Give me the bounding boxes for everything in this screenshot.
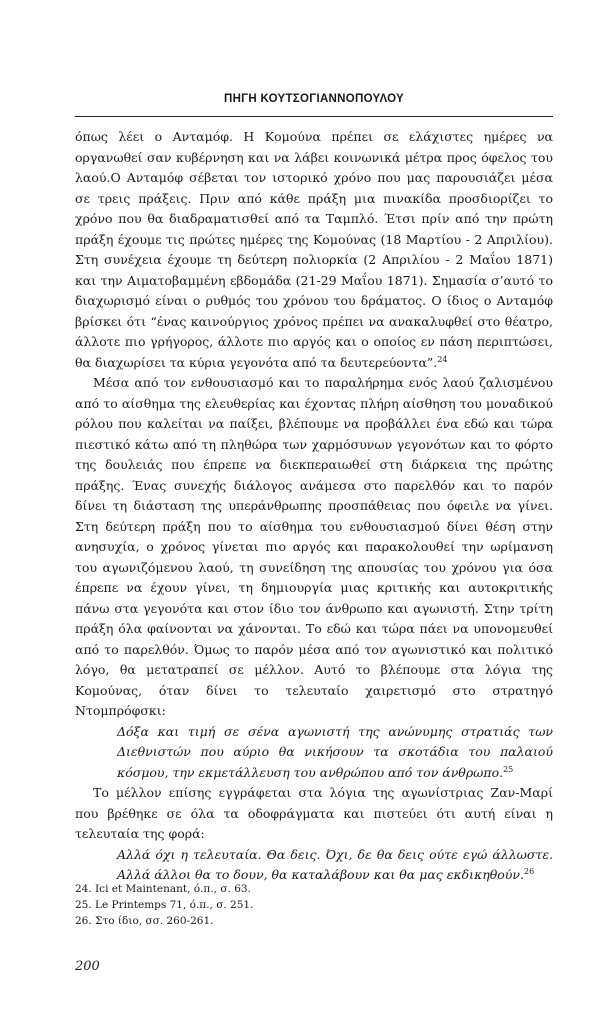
main-text [75, 127, 553, 886]
footnote: 24. Ici et Maintenant, ό.π., σ. 63. [75, 883, 251, 895]
footnote-ref: 24 [437, 354, 448, 364]
header-rule [75, 116, 553, 117]
quote-text: Αλλά όχι η τελευταία. Θα δεις. Όχι, δε θα δεις ούτε εγώ άλλωστε. Αλλά άλλοι θα το δουν, θα καταλάβουν και θα μας εκδικηθούν. [117, 846, 553, 882]
quote-text: Δόξα και τιμή σε σένα αγωνιστή της ανώνυμης στρατιάς των Διεθνιστών που αύριο θα νικήσουν τα σκοτάδια του παλαιού κόσμου, την εκμετάλλευση του ανθρώπου από τον άνθρωπο. [117, 723, 553, 780]
paragraph-text: όπως λέει ο Ανταμόφ. Η Κομούνα πρέπει σε ελάχιστες ημέρες να οργανωθεί σαν κυβέρνηση και να λάβει κοινωνικά μέτρα προς όφελος του λαού.Ο Ανταμόφ σέβεται τον ιστορικό χρόνο που μας παρουσιάζει μέσα σε τρεις πράξεις. Πριν από κάθε πράξη μια πινακίδα προσδιορίζει το χρόνο που θα διαδραματισθεί από τα Ταμπλό. Έτσι πρίν από την πρώτη πράξη έχουμε τις πρώτες ημέρες της Κομούνας (18 Μαρτίου - 2 Απριλίου). Στη συνέχεια έχουμε τη δεύτερη πολιορκία (2 Απριλίου - 2 Μαΐου 1871) και την Αιματοβαμμένη εβδομάδα (21-29 Μαΐου 1871). Σημασία σ’αυτό το διαχωρισμό είναι ο ρυθμός του χρόνου του δράματος. Ο ίδιος ο Ανταμόφ βρίσκει ότι “ένας καινούργιος χρόνος πρέπει να ανακαλυφθεί στο θέατρο, άλλοτε πιο γρήγορος, άλλοτε πιο αργός και ο οποίος εν πάση περιπτώσει, θα διαχωρίσει τα κύρια γεγονότα από τα δευτερεύοντα”. [75, 129, 553, 370]
footnote: 26. Στο ίδιο, σσ. 260-261. [75, 915, 214, 927]
footnotes [75, 881, 553, 929]
block-quote [75, 845, 553, 886]
running-header: ΠΗΓΗ ΚΟΥΤΣΟΓΙΑΝΝΟΠΟΥΛΟΥ [223, 93, 405, 105]
footnote: 25. Le Printemps 71, ό.π., σ. 251. [75, 899, 254, 911]
footnote-ref: 25 [503, 764, 514, 774]
block-quote [75, 722, 553, 784]
footnote-ref: 26 [523, 866, 535, 876]
page-number: 200 [75, 959, 100, 974]
paragraph [75, 127, 553, 373]
paragraph: Μέσα από τον ενθουσιασμό και το παραλήρημα ενός λαού ζαλισμένου από το αίσθημα της ελευθερίας και έχοντας πλήρη αίσθηση του μοναδικού ρόλου που καλείται να παίξει, βλέπουμε να προβάλλει ένα εδώ και τώρα πιεστικό κάτω από τη πληθώρα των χαρμόσυνων γεγονότων και το φόρτο της δουλειάς που έπρεπε να διεκπεραιωθεί στη διάρκεια της πρώτης πράξης. Ένας συνεχής διάλογος ανάμεσα στο παρελθόν και το παρόν δίνει τη διάσταση της υπεράνθρωπης προσπάθειας που όφειλε να γίνει. Στη δεύτερη πράξη που το αίσθημα του ενθουσιασμού δίνει θέση στην ανησυχία, ο χρόνος γίνεται πιο αργός και παρακολουθεί την ωρίμανση του αγωνιζόμενου λαού, τη συνείδηση της απουσίας του χρόνου για όσα έπρεπε να έχουν γίνει, τη δημιουργία μιας κριτικής και αυτοκριτικής πάνω στα γεγονότα και στον ίδιο τον άνθρωπο και αγωνιστή. Στην τρίτη πράξη όλα φαίνονται να χάνονται. Το εδώ και τώρα πάει να υπονομευθεί από το παρελθόν. Όμως το παρόν μέσα από τον αγωνιστικό και πολιτικό λόγο, θα μετατραπεί σε μέλλον. Αυτό το βλέπουμε στα λόγια της Κομούνας, όταν δίνει το τελευταίο χαιρετισμό στο στρατηγό Ντομπρόφσκι: [75, 375, 553, 718]
paragraph: Το μέλλον επίσης εγγράφεται στα λόγια της αγωνίστριας Ζαν-Μαρί που βρέθηκε σε όλα τα οδοφράγματα και πιστεύει ότι αυτή είναι η τελευταία της φορά: [75, 785, 553, 841]
